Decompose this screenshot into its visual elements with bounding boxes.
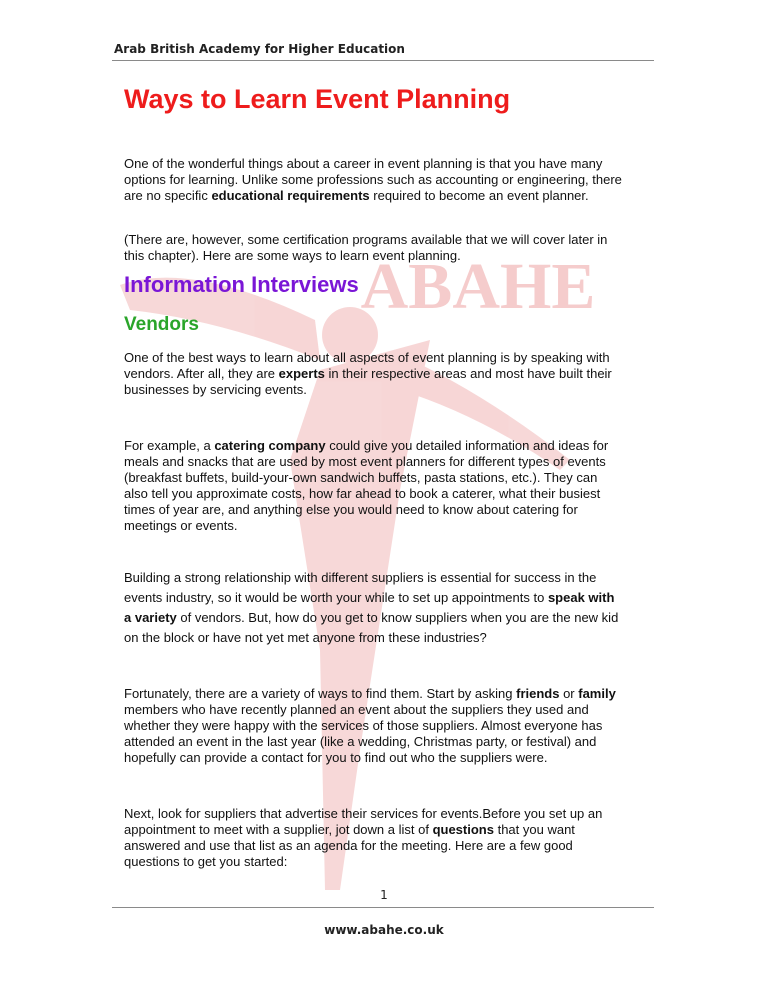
header-rule [112,60,654,61]
footer-rule [112,907,654,908]
bold-term: friends [516,686,560,701]
bold-term: family [578,686,616,701]
bold-term: educational requirements [211,188,370,203]
bold-term: catering company [214,438,326,453]
page-title: Ways to Learn Event Planning [124,84,511,114]
bold-term: speak with a variety [124,590,615,625]
watermark-text: ABAHE [360,250,596,323]
footer-website: www.abahe.co.uk [324,923,444,937]
subsection-heading: Vendors [124,314,199,335]
finding-suppliers-paragraph: Fortunately, there are a variety of ways to find them. Start by asking friends or family members who have recently planned an event about the suppliers they used and whether they were happy with the services of those suppliers. Almost everyone has attended an event in the last year (like a wedding, Christmas party, or festival) and hopefully can provide a contact for you to find out who the suppliers were. [124,686,616,765]
intro-paragraph: One of the wonderful things about a career in event planning is that you have many options for learning. Unlike some professions such as accounting or engineering, there are no specific educational requirements required to become an event planner. [124,156,622,203]
bold-term: experts [278,366,325,381]
header-institution: Arab British Academy for Higher Education [114,42,405,56]
certification-paragraph: (There are, however, some certification programs available that we will cover later in this chapter). Here are some ways to learn event planning. [124,232,608,263]
vendors-paragraph: One of the best ways to learn about all aspects of event planning is by speaking with vendors. After all, they are experts in their respective areas and most have built their businesses by servicing events. [124,350,612,397]
catering-paragraph: For example, a catering company could give you detailed information and ideas for meals and snacks that are used by most event planners for different types of events (breakfast buffets, build-your-own sandwich buffets, pasta stations, etc.). They can also tell you approximate costs, how far ahead to book a caterer, what their busiest times of year are, and anything else you would need to know about catering for meetings or events. [124,438,609,533]
bold-term: questions [432,822,494,837]
page-number: 1 [380,888,388,902]
section-heading: Information Interviews [124,272,359,297]
questions-paragraph: Next, look for suppliers that advertise their services for events.Before you set up an appointment to meet with a supplier, jot down a list of questions that you want answered and use that list as an agenda for the meeting. Here are a few good questions to get you started: [124,806,603,869]
relationship-paragraph: Building a strong relationship with different suppliers is essential for success in the events industry, so it would be worth your while to set up appointments to speak with a variety of vendors. But, how do you get to know suppliers when you are the new kid on the block or have not yet met anyone from these industries? [124,570,619,645]
